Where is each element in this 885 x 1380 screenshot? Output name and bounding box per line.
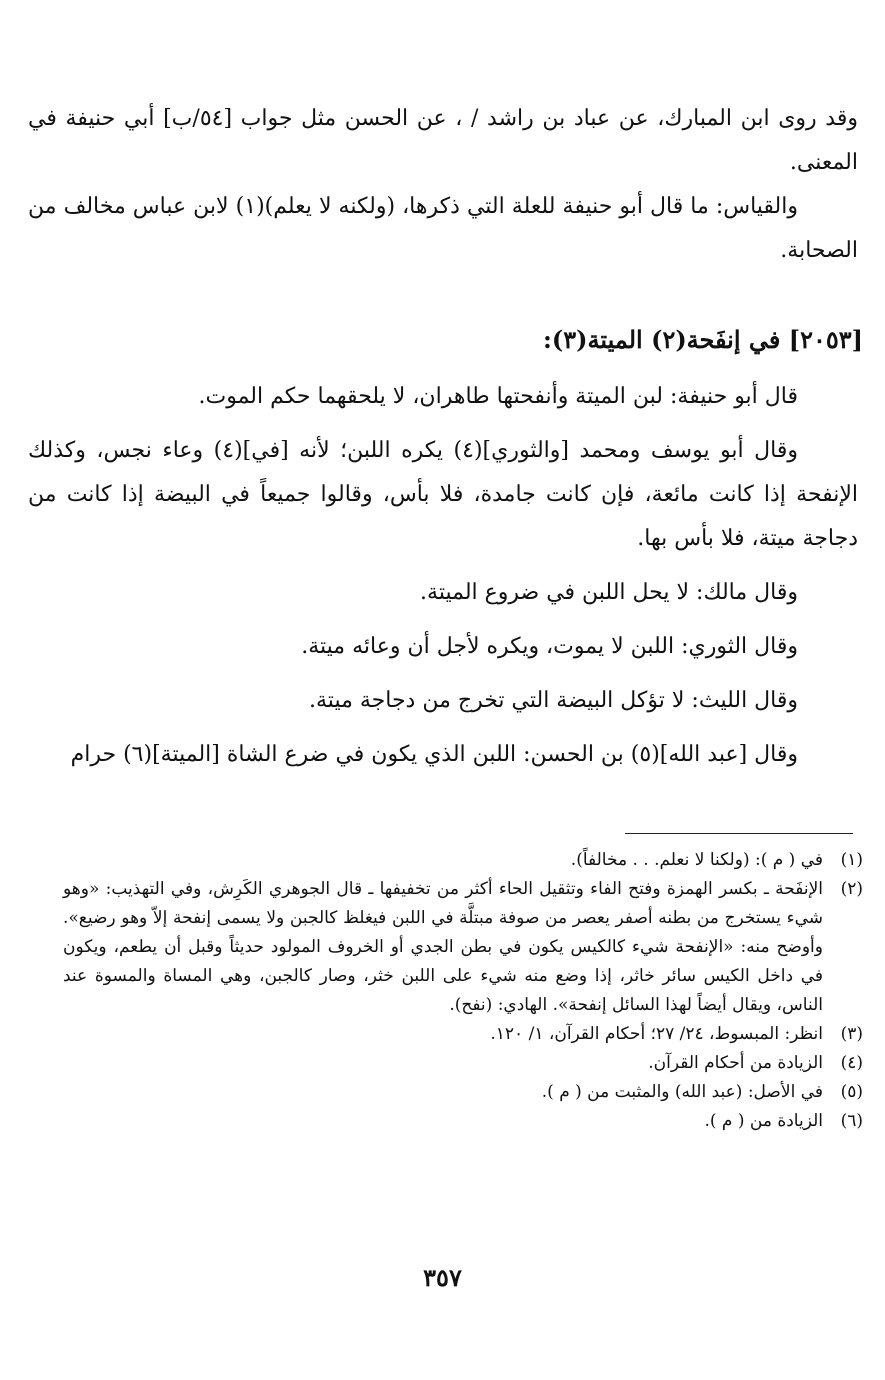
footnote-divider bbox=[625, 833, 853, 834]
footnotes bbox=[63, 846, 863, 1136]
paragraph-abu-hanifa: قال أبو حنيفة: لبن الميتة وأنفحتها طاهران، لا يلحقهما حكم الموت. bbox=[198, 384, 798, 409]
main-text-top bbox=[28, 97, 858, 273]
section-heading: [٢٠٥٣] في إنفَحة(٢) الميتة(٣): bbox=[543, 325, 863, 354]
footnote-item bbox=[63, 1020, 863, 1049]
paragraph-qiyas: والقياس: ما قال أبو حنيفة للعلة التي ذكرها، (ولكنه لا يعلم)(١) لابن عباس مخالف من الصحابة. bbox=[28, 194, 858, 263]
main-text-bottom bbox=[28, 375, 858, 777]
footnote-number: (٥) bbox=[840, 1082, 863, 1102]
paragraph-malik: وقال مالك: لا يحل اللبن في ضروع الميتة. bbox=[420, 580, 798, 605]
footnote-item bbox=[63, 1049, 863, 1078]
footnote-text: في ( م ): (ولكنا لا نعلم. . . مخالفاً). bbox=[570, 850, 823, 870]
footnote-number: (٣) bbox=[840, 1024, 863, 1044]
paragraph-thawri: وقال الثوري: اللبن لا يموت، ويكره لأجل أن وعائه ميتة. bbox=[301, 634, 798, 659]
paragraph-ibn-mubarak: وقد روى ابن المبارك، عن عباد بن راشد / ، عن الحسن مثل جواب [٥٤/ب] أبي حنيفة في المعنى. bbox=[28, 106, 858, 175]
footnote-number: (٤) bbox=[840, 1053, 863, 1073]
footnote-text: الزيادة من ( م ). bbox=[704, 1111, 823, 1131]
footnote-item bbox=[63, 1078, 863, 1107]
page-number: ٣٥٧ bbox=[423, 1263, 462, 1292]
footnote-text: في الأصل: (عبد الله) والمثبت من ( م ). bbox=[541, 1082, 823, 1102]
paragraph-abu-yusuf: وقال أبو يوسف ومحمد [والثوري](٤) يكره اللبن؛ لأنه [في](٤) وعاء نجس، وكذلك الإنفحة إذا كانت مائعة، فإن كانت جامدة، فلا بأس، وقالوا جميعاً في البيضة إذا كانت من دجاجة ميتة، فلا بأس بها. bbox=[28, 438, 858, 551]
footnote-number: (٦) bbox=[840, 1111, 863, 1131]
footnote-item bbox=[63, 846, 863, 875]
footnote-text: الزيادة من أحكام القرآن. bbox=[648, 1053, 823, 1073]
footnote-item bbox=[63, 875, 863, 1020]
footnote-item bbox=[63, 1107, 863, 1136]
footnote-text: انظر: المبسوط، ٢٤/ ٢٧؛ أحكام القرآن، ١/ ١٢٠. bbox=[490, 1024, 823, 1044]
footnote-text: الإنفَحة ـ بكسر الهمزة وفتح الفاء وتثقيل الحاء أكثر من تخفيفها ـ قال الجوهري الكَرِش، وفي التهذيب: «وهو شيء يستخرج من بطنه أصفر يعصر من صوفة مبتلَّة في اللبن فيغلظ كالجبن ولا يسمى إنفحة إلاّ وهو رضيع». وأوضح منه: «الإنفحة شيء كالكيس يكون في بطن الجدي أو الخروف المولود حديثاً وقبل أن يطعم، ويكون في داخل الكيس سائر خاثر، إذا وضع منه شيء على اللبن خثر، وصار كالجبن، وهي المساة والمسوة عند الناس، ويقال أيضاً لهذا السائل إنفحة». الهادي: (نفح). bbox=[63, 879, 823, 1015]
footnote-number: (١) bbox=[840, 850, 863, 870]
paragraph-layth: وقال الليث: لا تؤكل البيضة التي تخرج من دجاجة ميتة. bbox=[309, 688, 798, 713]
footnote-number: (٢) bbox=[840, 879, 863, 899]
paragraph-abdullah: وقال [عبد الله](٥) بن الحسن: اللبن الذي يكون في ضرع الشاة [الميتة](٦) حرام bbox=[70, 742, 798, 767]
